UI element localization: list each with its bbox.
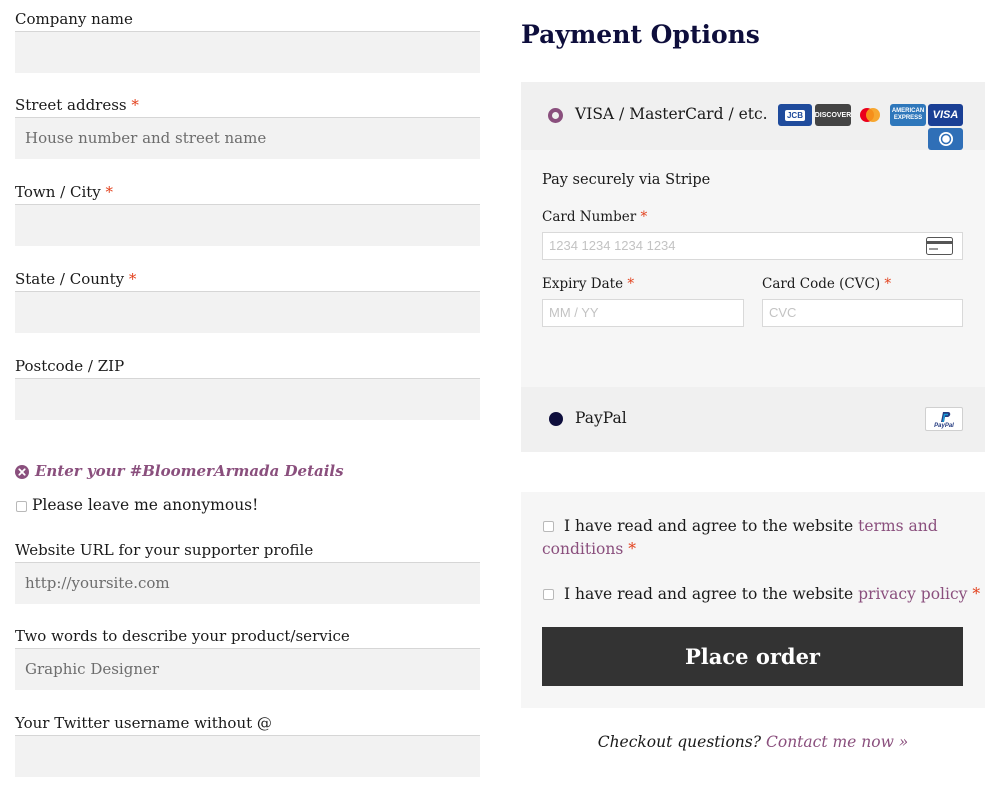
mastercard-icon [853,104,887,126]
cvc-input[interactable]: CVC [762,299,963,327]
twitter-username-label: Your Twitter username without @ [15,714,272,732]
card-number-input[interactable]: 1234 1234 1234 1234 [542,232,963,260]
state-county-field[interactable] [15,291,480,333]
expiry-date-input[interactable]: MM / YY [542,299,744,327]
two-words-field[interactable]: Graphic Designer [15,648,480,690]
paypal-method-label[interactable]: PayPal [575,409,627,427]
anonymous-label: Please leave me anonymous! [32,496,259,514]
checkout-questions: Checkout questions? Contact me now » [597,733,909,751]
privacy-policy-link[interactable]: privacy policy [858,585,968,603]
terms-link[interactable]: terms and [858,517,938,535]
card-method-radio[interactable] [548,108,563,123]
visa-icon: VISA [928,104,963,126]
website-url-field[interactable]: http://yoursite.com [15,562,480,604]
terms-agreement-text: I have read and agree to the website terms and [564,517,938,535]
company-name-label: Company name [15,10,133,28]
terms-link-cont[interactable]: conditions [542,540,624,558]
terms-checkbox[interactable] [543,521,554,532]
postcode-field[interactable] [15,378,480,420]
privacy-agreement-text: I have read and agree to the website privacy policy * [564,585,981,603]
amex-icon: AMERICAN EXPRESS [890,104,926,126]
paypal-method-radio[interactable] [549,412,563,426]
jcb-icon: JCB [778,104,812,126]
website-url-label: Website URL for your supporter profile [15,541,314,559]
paypal-logo-icon: PayPal [925,407,963,431]
diners-icon [928,128,963,150]
payment-options-title: Payment Options [521,20,760,49]
terms-agreement-text-line2: conditions * [542,540,637,558]
street-address-field[interactable]: House number and street name [15,117,480,159]
credit-card-icon [926,237,953,255]
contact-me-link[interactable]: Contact me now » [766,733,909,751]
privacy-checkbox[interactable] [543,589,554,600]
expiry-date-label: Expiry Date * [542,276,635,292]
close-circle-icon[interactable] [15,464,29,478]
anonymous-checkbox[interactable] [16,501,27,512]
stripe-description: Pay securely via Stripe [542,172,711,188]
card-method-label[interactable]: VISA / MasterCard / etc. [575,105,768,123]
postcode-label: Postcode / ZIP [15,357,125,375]
town-city-label: Town / City * [15,183,114,201]
armada-details-heading[interactable]: Enter your #BloomerArmada Details [35,462,344,480]
town-city-field[interactable] [15,204,480,246]
cvc-label: Card Code (CVC) * [762,276,892,292]
card-number-label: Card Number * [542,209,648,225]
company-name-field[interactable] [15,31,480,73]
twitter-username-field[interactable] [15,735,480,777]
discover-icon: DISCOVER [815,104,851,126]
state-county-label: State / County * [15,270,137,288]
place-order-button[interactable]: Place order [542,627,963,686]
street-address-label: Street address * [15,96,139,114]
two-words-label: Two words to describe your product/service [15,627,350,645]
